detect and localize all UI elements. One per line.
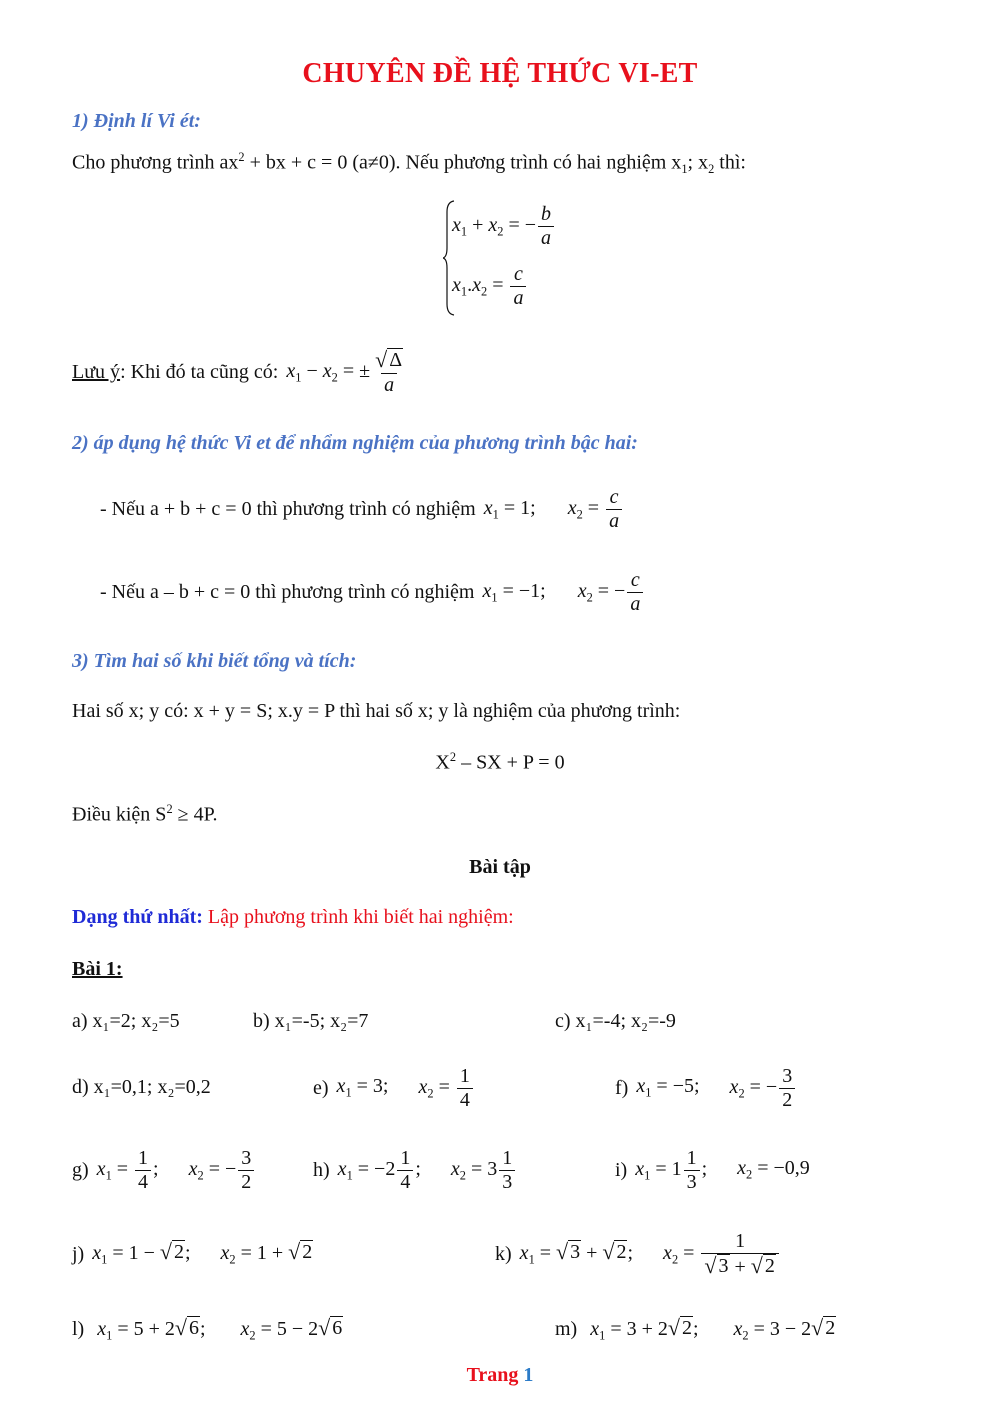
item-f-label: f) [615, 1076, 629, 1099]
eq-part: – SX + P = 0 [456, 751, 565, 774]
item-h: h) $x_1 = -2$ $\frac{1}{4}$ ; $x_2 = 3$ $\frac{1}{3}$ [313, 1144, 517, 1196]
item-k: k) $x_1$ = √ 3 + √ 2 ; $x_2$ = 1 √ 3 + √ 2 [495, 1226, 781, 1282]
statement-sup: 2 [238, 150, 245, 164]
item-l: l) $x_1 = 5 + 2$ √ 6 ; $x_2 = 5 - 2$ √ 6 [72, 1315, 343, 1343]
vieta-product-formula: $x_1.x_2$ = $\frac{c}{a}$ [452, 263, 528, 310]
note-line [72, 348, 408, 397]
exercises-heading: Bài tập [469, 856, 531, 878]
statement-part: Cho phương trình ax [72, 151, 239, 174]
item-j: j) $x_1 = 1$ − √ 2 ; $x_2 = 1$ + √ 2 [72, 1239, 313, 1267]
condition-part: Điều kiện S [72, 803, 167, 826]
item-e: e) $x_1 = 3$; $x_2$ = $\frac{1}{4}$ [313, 1062, 475, 1114]
section-3-heading: 3) Tìm hai số khi biết tổng và tích: [72, 650, 357, 672]
item-g-label: g) [72, 1158, 89, 1181]
item-k-label: k) [495, 1242, 512, 1265]
case-1-text: - Nếu a + b + c = 0 thì phương trình có nghiệm [100, 498, 476, 520]
section-1-statement [72, 150, 746, 177]
page-number: 1 [523, 1364, 534, 1386]
item-m: m) $x_1 = 3 + 2$ √ 2 ; $x_2 = 3 - 2$ √ 2 [555, 1315, 836, 1343]
footer-word: Trang [466, 1364, 519, 1386]
page-footer [0, 1364, 1000, 1387]
section-1-heading: 1) Định lí Vi ét: [72, 110, 201, 132]
type-1-text: Lập phương trình khi biết hai nghiệm: [202, 906, 514, 928]
eq-sup: 2 [449, 750, 457, 764]
difference-formula: $x_1 - x_2$ = ± √ Δ a [286, 347, 403, 396]
item-i-label: i) [615, 1158, 628, 1181]
case-2-root-1: $x_1 = -1$; [482, 579, 546, 605]
document-title: CHUYÊN ĐỀ HỆ THỨC VI-ET [302, 58, 698, 89]
case-1-line [100, 486, 624, 533]
case-2-root-2: $x_2$ = − $\frac{c}{a}$ [578, 569, 646, 616]
item-g: g) $x_1$ = $\frac{1}{4}$ ; $x_2$ = − $\frac{3}{2}$ [72, 1144, 256, 1196]
item-h-label: h) [313, 1158, 330, 1181]
section-2-heading: 2) áp dụng hệ thức Vi et để nhẩm nghiệm của phương trình bậc hai: [72, 432, 638, 454]
case-2-text: - Nếu a – b + c = 0 thì phương trình có nghiệm [100, 581, 475, 603]
item-i: i) $x_1 = 1$ $\frac{1}{3}$ ; $x_2 = -0,9$ [615, 1146, 810, 1193]
condition-part: ≥ 4P. [172, 803, 218, 826]
statement-part: thì: [714, 151, 746, 174]
eq-part: X [435, 751, 450, 774]
item-j-label: j) [72, 1242, 85, 1265]
statement-sub: 1 [681, 161, 688, 176]
note-label: Lưu ý [72, 361, 121, 383]
case-1-root-1: $x_1 = 1$; [483, 496, 536, 522]
case-1-root-2: $x_2$ = $\frac{c}{a}$ [568, 486, 624, 533]
item-e-label: e) [313, 1076, 329, 1099]
statement-sub: 2 [708, 161, 715, 176]
item-d: d) x₁=0,1; x₂=0,2 [72, 1076, 211, 1098]
exercise-1-label: Bài 1: [72, 958, 123, 980]
type-1-label: Dạng thứ nhất: [72, 906, 203, 928]
item-m-label: m) [555, 1318, 578, 1340]
statement-part: ; x [687, 151, 709, 174]
item-a: a) x₁=2; x₂=5 [72, 1010, 180, 1032]
statement-part: + bx + c = 0 (a≠0). Nếu phương trình có hai nghiệm x [244, 151, 682, 174]
section-3-text: Hai số x; y có: x + y = S; x.y = P thì hai số x; y là nghiệm của phương trình: [72, 700, 681, 722]
item-c: c) x₁=-4; x₂=-9 [555, 1010, 676, 1032]
quadratic-equation [0, 750, 1000, 774]
item-f: f) $x_1 = -5$; $x_2$ = − $\frac{3}{2}$ [615, 1062, 797, 1114]
item-b: b) x₁=-5; x₂=7 [253, 1010, 369, 1032]
type-1-line [72, 906, 514, 929]
note-text: : Khi đó ta cũng có: [120, 361, 279, 383]
condition-sup: 2 [166, 802, 173, 816]
vieta-sum-formula: $x_1 + x_2$ = − $\frac{b}{a}$ [452, 203, 556, 250]
case-2-line [100, 569, 645, 616]
condition-line [72, 802, 218, 826]
item-l-label: l) [72, 1318, 85, 1340]
